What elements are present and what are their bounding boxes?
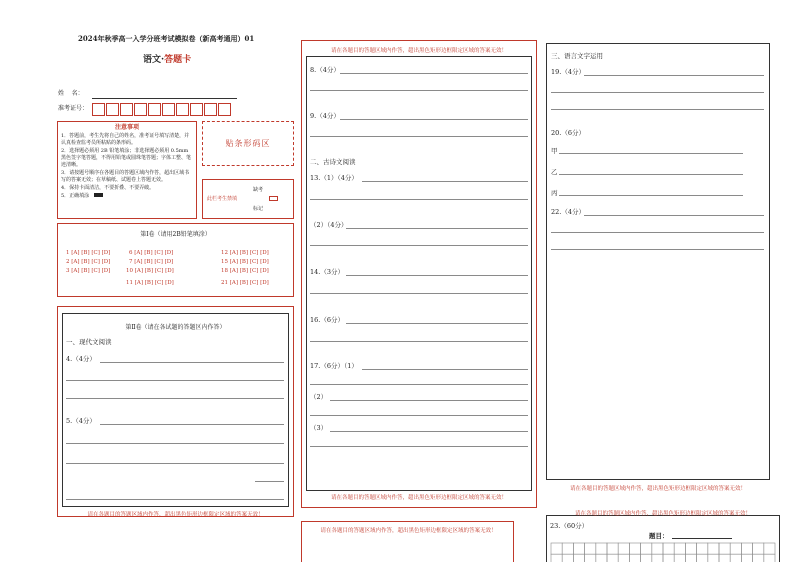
mc-6[interactable]: 6 [A] [B] [C] [D] (129, 250, 174, 256)
id-cell[interactable] (106, 103, 119, 116)
notes-item: 5．正确填涂 (61, 193, 90, 199)
grid-cell[interactable] (753, 554, 764, 562)
answer-line[interactable] (310, 90, 528, 91)
name-line (92, 98, 237, 99)
grid-cell[interactable] (641, 554, 652, 562)
grid-cell[interactable] (585, 554, 596, 562)
q13-label: 13.（1）（4分） (310, 174, 358, 182)
id-cell[interactable] (218, 103, 231, 116)
option-yi: 乙 (551, 168, 558, 176)
name-label: 姓 名： (58, 90, 84, 97)
id-cell[interactable] (190, 103, 203, 116)
answer-line[interactable] (330, 400, 528, 401)
grid-cell[interactable] (674, 554, 685, 562)
grid-cell[interactable] (685, 554, 696, 562)
grid-cell[interactable] (652, 543, 663, 554)
part2-heading: 二、古诗文阅读 (310, 158, 356, 166)
mc-21[interactable]: 21 [A] [B] [C] [D] (221, 280, 269, 286)
answer-line[interactable] (310, 199, 528, 200)
grid-cell[interactable] (708, 554, 719, 562)
id-cell[interactable] (92, 103, 105, 116)
notes-item: 1．答题前，考生先将自己的姓名，准考证号填写清楚，并认真检查监考员所粘贴的条形码。 (61, 133, 190, 146)
part3-heading: 三、语言文字运用 (551, 52, 603, 60)
mc-7[interactable]: 7 [A] [B] [C] [D] (129, 259, 174, 265)
answer-line[interactable] (100, 424, 284, 425)
answer-line[interactable] (66, 380, 284, 381)
subtitle-subject: 语文 (143, 55, 162, 65)
q16-label: 16.（6分） (310, 316, 344, 324)
id-cell[interactable] (204, 103, 217, 116)
grid-cell[interactable] (730, 554, 741, 562)
answer-line[interactable] (66, 463, 284, 464)
grid-cell[interactable] (697, 554, 708, 562)
mc-2[interactable]: 2 [A] [B] [C] [D] (66, 259, 111, 265)
grid-cell[interactable] (741, 554, 752, 562)
q13b-label: （2）（4分） (310, 221, 348, 229)
grid-cell[interactable] (585, 543, 596, 554)
absent-checkbox[interactable] (269, 196, 278, 201)
notes-item: 4．保持卡面清洁，不要折叠、不要弄破。 (61, 185, 155, 191)
grid-cell[interactable] (730, 543, 741, 554)
warning-mid-lower: 请在各题目的答题区域内作答，超出黑色矩形边框限定区域的答案无效！ (320, 528, 497, 534)
grid-cell[interactable] (719, 543, 730, 554)
topic-line[interactable] (672, 538, 732, 539)
notes-item: 3．请按题号顺序在各题目的答题区域内作答，超出区域书写的答案无效；在草稿纸、试题卷上答题无效。 (61, 170, 190, 183)
answer-line[interactable] (346, 323, 528, 324)
subtitle-sep: · (161, 55, 165, 65)
grid-cell[interactable] (764, 554, 775, 562)
option-jia: 甲 (551, 147, 558, 155)
answer-line[interactable] (340, 73, 528, 74)
exam-title: 2024年秋季高一入学分班考试模拟卷（新高考通用）01 (78, 34, 255, 43)
q17c-label: （3） (310, 424, 328, 432)
answer-line[interactable] (551, 109, 764, 110)
grid-cell[interactable] (663, 543, 674, 554)
barcode-area (202, 121, 294, 166)
warning-mid-bottom: 请在各题目的答题区域内作答，超出黑色矩形边框限定区域的答案无效！ (330, 495, 507, 501)
q14-label: 14.（3分） (310, 268, 344, 276)
answer-line[interactable] (66, 443, 284, 444)
grid-cell[interactable] (708, 543, 719, 554)
absent-mark2: 标记 (253, 206, 264, 212)
answer-line[interactable] (310, 245, 528, 246)
warning-left: 请在各题目的答题区域内作答，超出黑色矩形边框限定区域的答案无效！ (87, 512, 264, 518)
id-cell[interactable] (148, 103, 161, 116)
grid-cell[interactable] (607, 554, 618, 562)
grid-cell[interactable] (573, 543, 584, 554)
section2-title: 第Ⅱ卷（请在各试题的答题区内作答） (125, 324, 226, 331)
answer-line[interactable] (330, 431, 528, 432)
answer-line[interactable] (584, 215, 764, 216)
q23-label: 23.（60分） (550, 522, 589, 530)
mc-3[interactable]: 3 [A] [B] [C] [D] (66, 268, 111, 274)
answer-line[interactable] (340, 119, 528, 120)
q17-label: 17.（6分）（1） (310, 362, 358, 370)
mc-10[interactable]: 10 [A] [B] [C] [D] (126, 268, 174, 274)
grid-cell[interactable] (674, 543, 685, 554)
grid-cell[interactable] (573, 554, 584, 562)
answer-line[interactable] (362, 181, 528, 182)
answer-line[interactable] (310, 341, 528, 342)
answer-line[interactable] (551, 92, 764, 93)
answer-line[interactable] (310, 384, 528, 385)
answer-line[interactable] (551, 232, 764, 233)
q20-label: 20.（6分） (551, 129, 585, 137)
answer-line[interactable] (310, 136, 528, 137)
grid-cell[interactable] (607, 543, 618, 554)
answer-line[interactable] (255, 481, 284, 482)
answer-line[interactable] (310, 293, 528, 294)
notes-title: 注意事项 (114, 124, 139, 131)
grid-cell[interactable] (596, 543, 607, 554)
answer-line[interactable] (346, 275, 528, 276)
answer-line[interactable] (559, 195, 743, 196)
q22-label: 22.（4分） (551, 208, 585, 216)
grid-cell[interactable] (697, 543, 708, 554)
answer-line[interactable] (559, 153, 743, 154)
answer-line[interactable] (310, 415, 528, 416)
grid-cell[interactable] (629, 554, 640, 562)
grid-cell[interactable] (685, 543, 696, 554)
id-cell[interactable] (176, 103, 189, 116)
q4-label: 4.（4分） (66, 355, 96, 363)
notes-item: 2．选择题必须用 2B 铅笔填涂；非选择题必须用 0.5mm黑色签字笔答题，不得用铅笔或圆珠笔答题；字体工整、笔迹清晰。 (61, 148, 192, 168)
grid-cell[interactable] (551, 543, 562, 554)
id-cell[interactable] (134, 103, 147, 116)
answer-line[interactable] (551, 249, 764, 250)
topic-label: 题目： (649, 532, 669, 540)
mc-18[interactable]: 18 [A] [B] [C] [D] (221, 268, 269, 274)
grid-cell[interactable] (764, 543, 775, 554)
grid-cell[interactable] (562, 543, 573, 554)
subtitle-card: 答题卡 (164, 55, 192, 65)
answer-line[interactable] (66, 499, 284, 500)
grid-cell[interactable] (562, 554, 573, 562)
middle-bottom-box (301, 521, 514, 562)
id-cell[interactable] (120, 103, 133, 116)
mc-1[interactable]: 1 [A] [B] [C] [D] (66, 250, 111, 256)
mc-15[interactable]: 15 [A] [B] [C] [D] (221, 259, 269, 265)
barcode-label: 贴条形码区 (225, 139, 271, 148)
answer-line[interactable] (346, 228, 528, 229)
grid-cell[interactable] (641, 543, 652, 554)
q17b-label: （2） (310, 393, 328, 401)
mc-12[interactable]: 12 [A] [B] [C] [D] (221, 250, 269, 256)
warning-mid-top: 请在各题目的答题区域内作答，超出黑色矩形边框限定区域的答案无效！ (330, 48, 507, 54)
grid-cell[interactable] (719, 554, 730, 562)
absent-box (202, 179, 294, 219)
q8-label: 8.（4分） (310, 66, 340, 74)
composition-grid[interactable] (550, 542, 776, 562)
answer-line[interactable] (584, 75, 764, 76)
warning-right: 请在各题目的答题区域内作答，超出黑色矩形边框限定区域的答案无效！ (569, 486, 746, 492)
option-bing: 丙 (551, 189, 558, 197)
grid-cell[interactable] (551, 554, 562, 562)
answer-line[interactable] (66, 398, 284, 399)
answer-line[interactable] (100, 362, 284, 363)
card-subtitle (143, 52, 191, 65)
grid-cell[interactable] (618, 543, 629, 554)
section1-title: 第Ⅰ卷（请用2B铅笔填涂） (140, 231, 211, 238)
grid-cell[interactable] (618, 554, 629, 562)
part1-heading: 一、现代文阅读 (66, 338, 112, 346)
notes-box (57, 121, 197, 219)
q9-label: 9.（4分） (310, 112, 340, 120)
id-cell[interactable] (162, 103, 175, 116)
q5-label: 5.（4分） (66, 417, 96, 425)
grid-cell[interactable] (753, 543, 764, 554)
id-label: 准考证号： (58, 105, 89, 112)
filled-mark-icon (94, 193, 103, 197)
mc-11[interactable]: 11 [A] [B] [C] [D] (126, 280, 174, 286)
q19-label: 19.（4分） (551, 68, 585, 76)
notes-item-5 (58, 192, 196, 200)
answer-line[interactable] (559, 174, 743, 175)
answer-line[interactable] (362, 369, 528, 370)
grid-cell[interactable] (741, 543, 752, 554)
absent-label: 此栏考生禁填 (207, 196, 238, 202)
grid-cell[interactable] (596, 554, 607, 562)
absent-mark1: 缺考 (253, 187, 264, 193)
grid-cell[interactable] (663, 554, 674, 562)
warning-composition: 请在各题目的答题区域内作答，超出黑色矩形边框限定区域的答案无效！ (574, 511, 751, 517)
grid-cell[interactable] (629, 543, 640, 554)
grid-cell[interactable] (652, 554, 663, 562)
answer-line[interactable] (310, 446, 528, 447)
